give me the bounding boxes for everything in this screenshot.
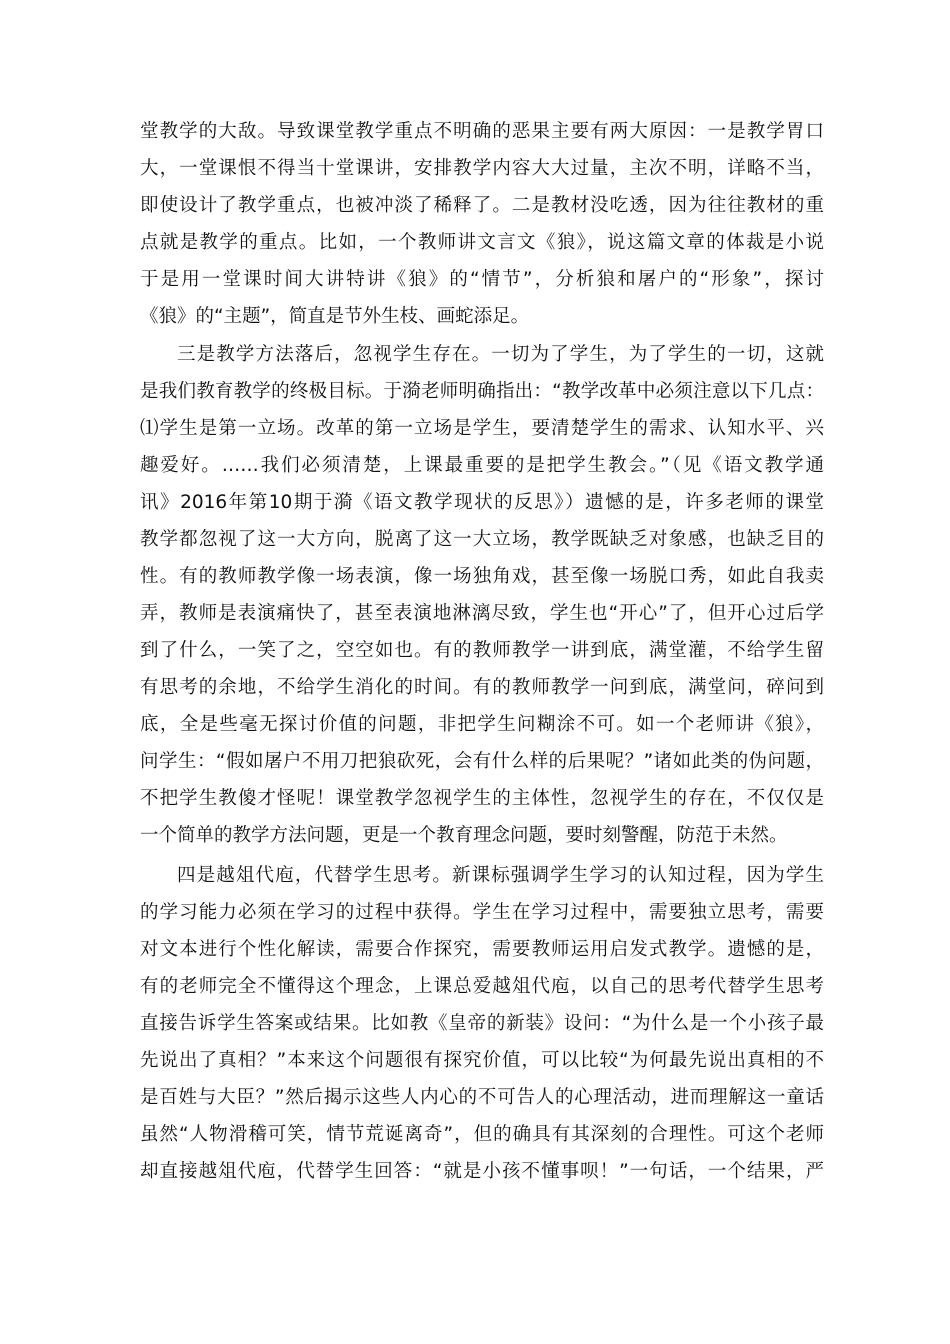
text-line: 的学习能力必须在学习的过程中获得。学生在学习过程中，需要独立思考，需要 bbox=[140, 902, 824, 923]
text-line: 性。有的教师教学像一场表演，像一场独角戏，甚至像一场脱口秀，如此自我卖 bbox=[140, 566, 824, 587]
text-line: 即使设计了教学重点，也被冲淡了稀释了。二是教材没吃透，因为往往教材的重 bbox=[140, 195, 824, 216]
text-line: 有思考的余地，不给学生消化的时间。有的教师教学一问到底，满堂问，碎问到 bbox=[140, 677, 824, 698]
text-line: 讯》2016年第10期于漪《语文教学现状的反思》）遗憾的是，许多老师的课堂 bbox=[140, 492, 824, 513]
text-line: 不把学生教傻才怪呢！课堂教学忽视学生的主体性，忽视学生的存在，不仅仅是 bbox=[140, 788, 824, 809]
text-line: 底，全是些毫无探讨价值的问题，非把学生问糊涂不可。如一个老师讲《狼》， bbox=[140, 714, 824, 735]
text-line: 教学都忽视了这一大方向，脱离了这一大立场，教学既缺乏对象感，也缺乏目的 bbox=[140, 529, 824, 550]
text-line: 问学生：“假如屠户不用刀把狼砍死，会有什么样的后果呢？”诸如此类的伪问题， bbox=[140, 751, 824, 772]
text-line: 《狼》的“主题”，简直是节外生枝、画蛇添足。 bbox=[140, 306, 530, 327]
text-line: 是我们教育教学的终极目标。于漪老师明确指出：“教学改革中必须注意以下几点： bbox=[140, 381, 824, 402]
text-line: 大，一堂课恨不得当十堂课讲，安排教学内容大大过量，主次不明，详略不当， bbox=[140, 158, 824, 179]
paragraph-first-line: 三是教学方法落后，忽视学生存在。一切为了学生，为了学生的一切，这就 bbox=[177, 344, 824, 365]
text-line: 到了什么，一笑了之，空空如也。有的教师教学一讲到底，满堂灌，不给学生留 bbox=[140, 640, 824, 661]
text-line: 堂教学的大敌。导致课堂教学重点不明确的恶果主要有两大原因：一是教学胃口 bbox=[140, 121, 824, 142]
text-line: 先说出了真相？”本来这个问题很有探究价值，可以比较“为何最先说出真相的不 bbox=[140, 1050, 824, 1071]
text-line: 虽然“人物滑稽可笑，情节荒诞离奇”，但的确具有其深刻的合理性。可这个老师 bbox=[140, 1124, 824, 1145]
text-line: 点就是教学的重点。比如，一个教师讲文言文《狼》，说这篇文章的体裁是小说 bbox=[140, 232, 824, 253]
text-line: 于是用一堂课时间大讲特讲《狼》的“情节”，分析狼和屠户的“形象”，探讨 bbox=[140, 269, 824, 290]
text-line: 是百姓与大臣？”然后揭示这些人内心的不可告人的心理活动，进而理解这一童话 bbox=[140, 1087, 824, 1108]
text-line: 弄，教师是表演痛快了，甚至表演地淋漓尽致，学生也“开心”了，但开心过后学 bbox=[140, 603, 824, 624]
text-line: 却直接越俎代庖，代替学生回答：“就是小孩不懂事呗！”一句话，一个结果，严 bbox=[140, 1161, 824, 1182]
text-line: 有的老师完全不懂得这个理念，上课总爱越俎代庖，以自己的思考代替学生思考 bbox=[140, 976, 824, 997]
text-line: 一个简单的教学方法问题，更是一个教育理念问题，要时刻警醒，防范于未然。 bbox=[140, 825, 788, 846]
text-line: 直接告诉学生答案或结果。比如教《皇帝的新装》设问：“为什么是一个小孩子最 bbox=[140, 1013, 824, 1034]
text-line: 趣爱好。……我们必须清楚，上课最重要的是把学生教会。”（见《语文教学通 bbox=[140, 455, 824, 476]
text-line: ⑴学生是第一立场。改革的第一立场是学生，要清楚学生的需求、认知水平、兴 bbox=[140, 418, 824, 439]
paragraph-first-line: 四是越俎代庖，代替学生思考。新课标强调学生学习的认知过程，因为学生 bbox=[177, 865, 824, 886]
text-line: 对文本进行个性化解读，需要合作探究，需要教师运用启发式教学。遗憾的是， bbox=[140, 939, 824, 960]
